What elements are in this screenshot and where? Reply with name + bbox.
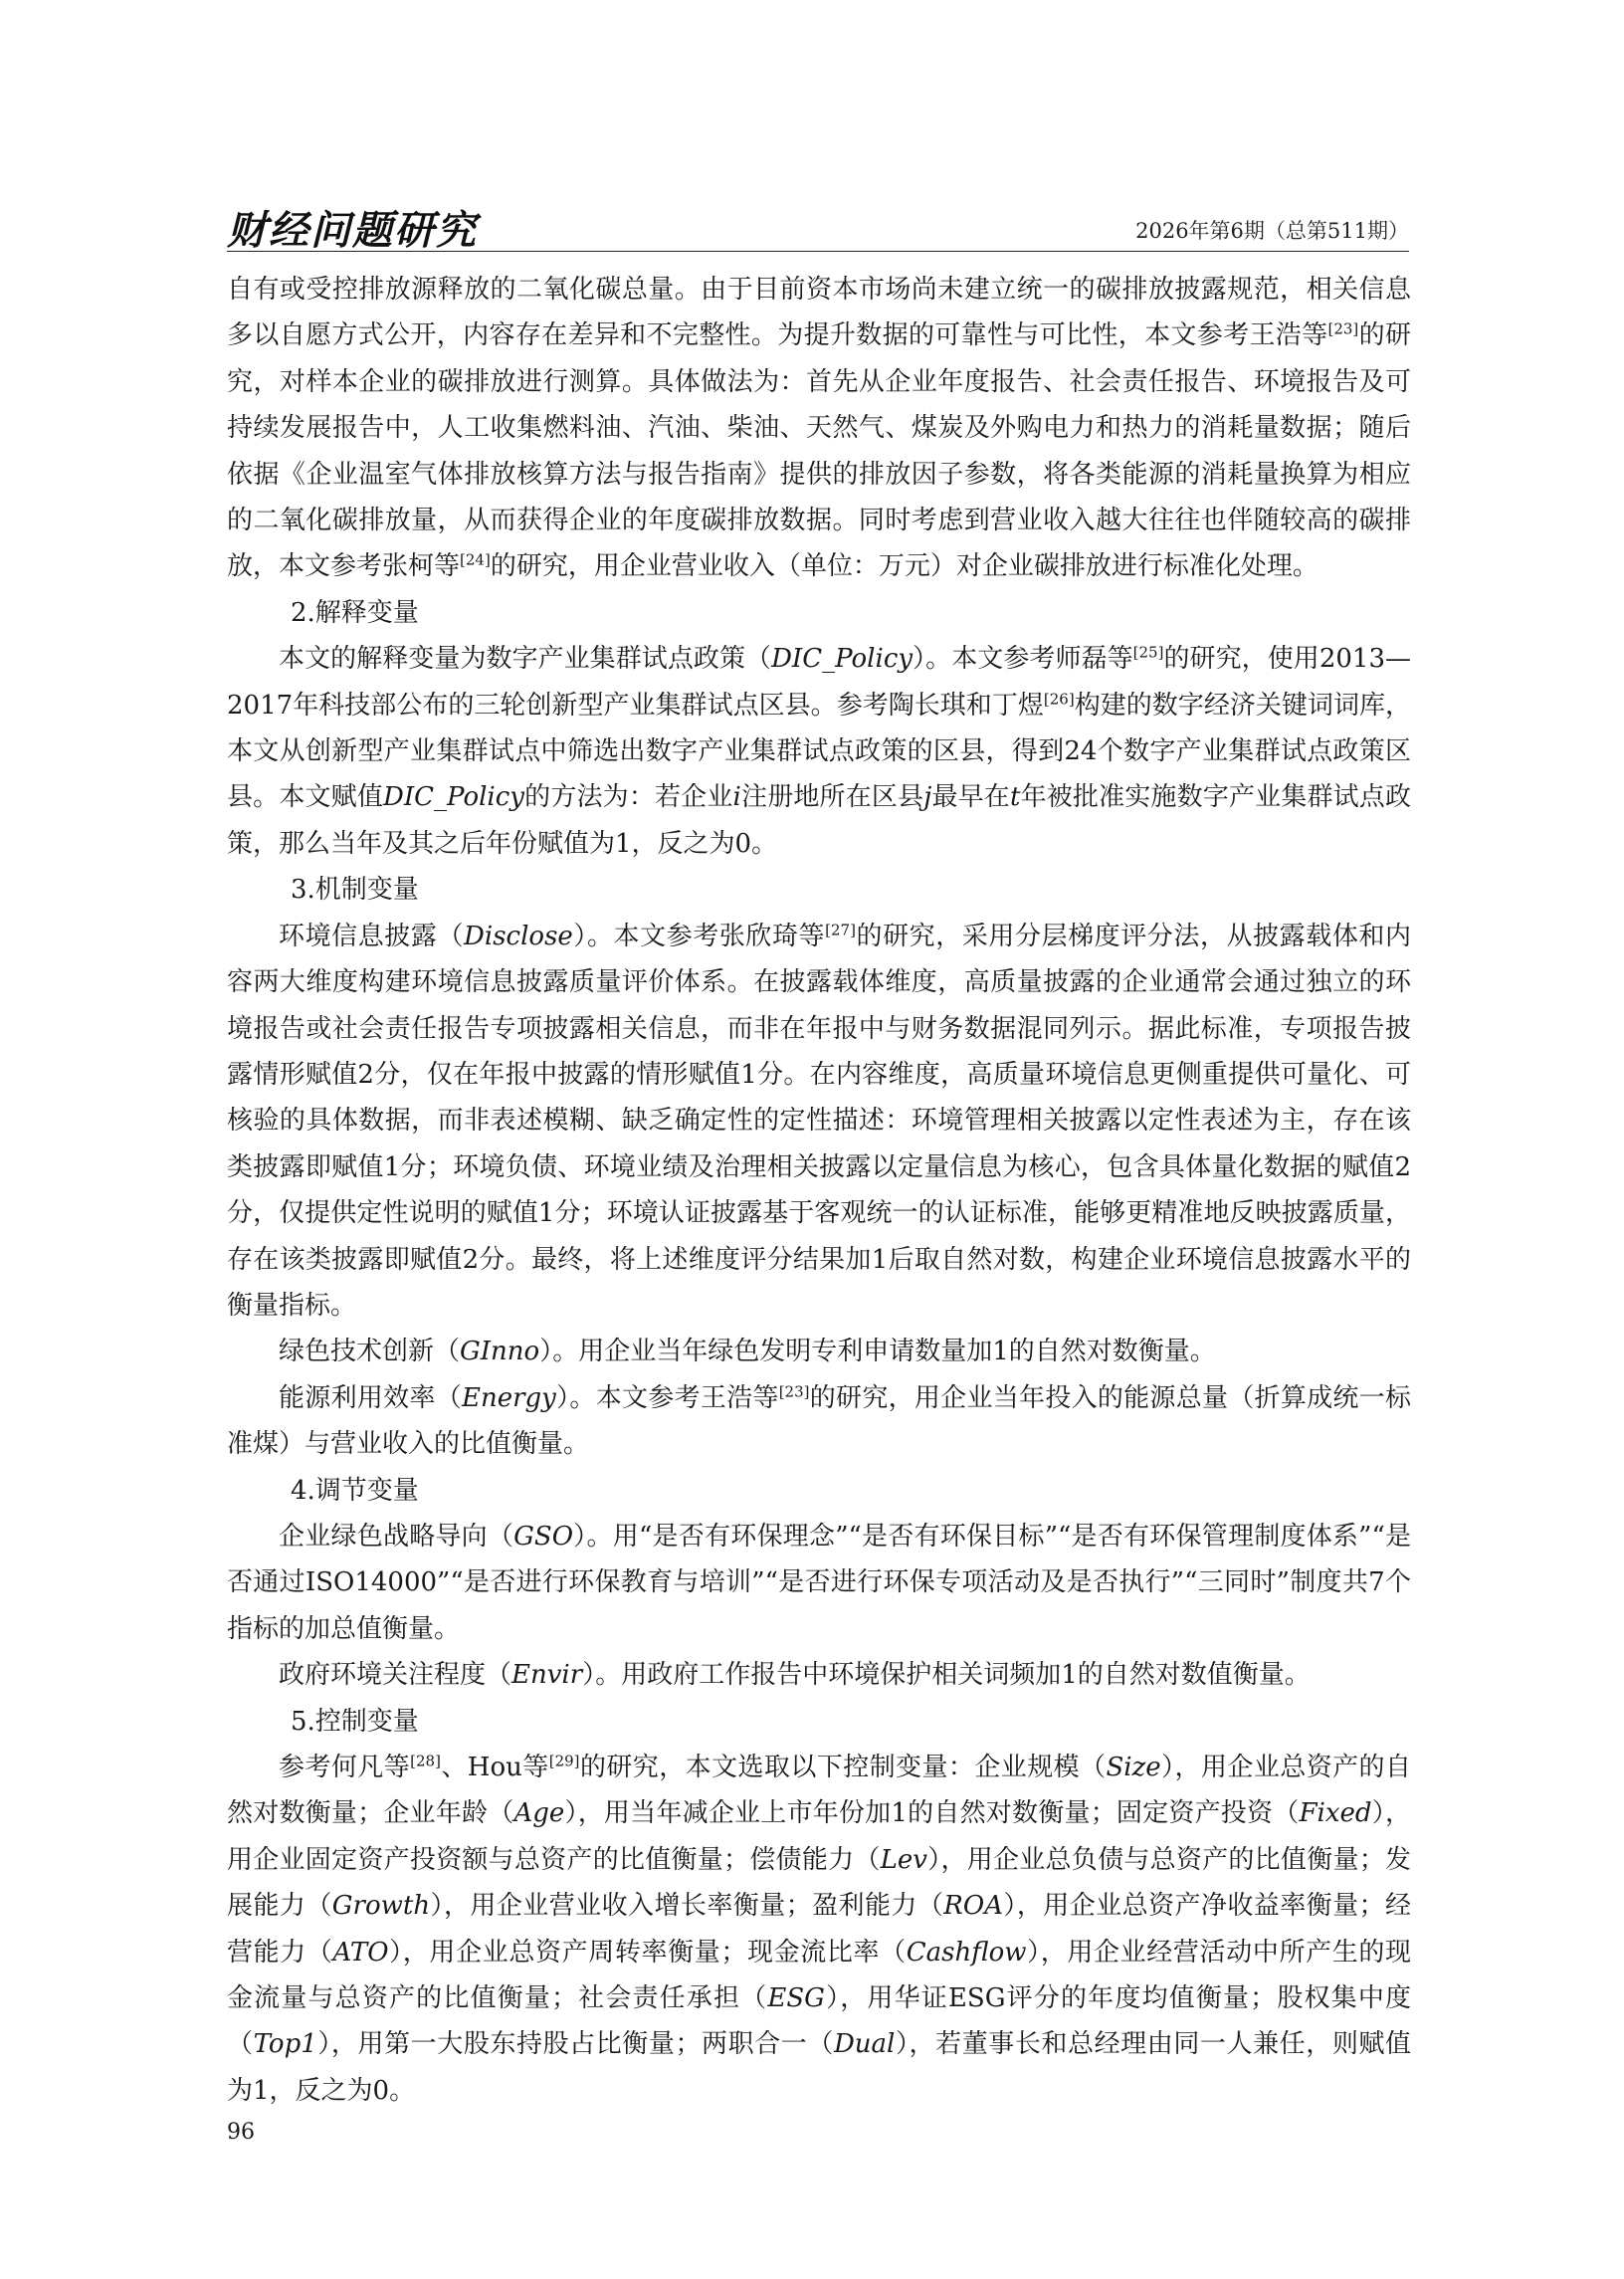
journal-logo: 财经问题研究 — [227, 207, 478, 254]
paragraph: 绿色技术创新（GInno）。用企业当年绿色发明专利申请数量加1的自然对数衡量。 — [279, 1337, 1216, 1367]
article-body — [227, 267, 1411, 2114]
paragraph: 企业绿色战略导向（GSO）。用“是否有环保理念”“是否有环保目标”“是否有环保管理制度体系”“是否通过ISO14000”“是否进行环保教育与培训”“是否进行环保专项活动及是否执行”“三同时”制度共7个指标的加总值衡量。 — [227, 1521, 1411, 1644]
citation: [26] — [1043, 690, 1075, 708]
section-heading: 2.解释变量 — [291, 597, 419, 628]
citation: [23] — [1327, 319, 1359, 338]
paragraph: 参考何凡等[28]、Hou等[29]的研究，本文选取以下控制变量：企业规模（Size），用企业总资产的自然对数衡量；企业年龄（Age），用当年减企业上市年份加1的自然对数衡量；固定资产投资（Fixed），用企业固定资产投资额与总资产的比值衡量；偿债能力（Lev），用企业总负债与总资产的比值衡量；发展能力（Growth），用企业营业收入增长率衡量；盈利能力（ROA），用企业总资产净收益率衡量；经营能力（ATO），用企业总资产周转率衡量；现金流比率（Cashflow），用企业经营活动中所产生的现金流量与总资产的比值衡量；社会责任承担（ESG），用华证ESG评分的年度均值衡量；股权集中度（Top1），用第一大股东持股占比衡量；两职合一（Dual），若董事长和总经理由同一人兼任，则赋值为1，反之为0。 — [227, 1752, 1411, 2106]
section-heading: 5.控制变量 — [291, 1706, 419, 1737]
paragraph: 政府环境关注程度（Envir）。用政府工作报告中环境保护相关词频加1的自然对数值衡量。 — [279, 1660, 1311, 1691]
paragraph: 本文的解释变量为数字产业集群试点政策（DIC_Policy）。本文参考师磊等[25]的研究，使用2013—2017年科技部公布的三轮创新型产业集群试点区县。参考陶长琪和丁煜[26]构建的数字经济关键词词库，本文从创新型产业集群试点中筛选出数字产业集群试点政策的区县，得到24个数字产业集群试点政策区县。本文赋值DIC_Policy的方法为：若企业i注册地所在区县j最早在t年被批准实施数字产业集群试点政策，那么当年及其之后年份赋值为1，反之为0。 — [227, 643, 1411, 859]
citation: [25] — [1132, 643, 1164, 662]
section-heading: 4.调节变量 — [291, 1475, 419, 1506]
citation: [27] — [825, 921, 856, 939]
paragraph: 能源利用效率（Energy）。本文参考王浩等[23]的研究，用企业当年投入的能源总量（折算成统一标准煤）与营业收入的比值衡量。 — [227, 1382, 1411, 1460]
issue-info: 2026年第6期（总第511期） — [1135, 219, 1409, 243]
citation: [23] — [778, 1382, 810, 1401]
citation: [24] — [460, 550, 491, 569]
citation: [28] — [410, 1752, 441, 1770]
paragraph: 环境信息披露（Disclose）。本文参考张欣琦等[27]的研究，采用分层梯度评分法，从披露载体和内容两大维度构建环境信息披露质量评价体系。在披露载体维度，高质量披露的企业通常会通过独立的环境报告或社会责任报告专项披露相关信息，而非在年报中与财务数据混同列示。据此标准，专项报告披露情形赋值2分，仅在年报中披露的情形赋值1分。在内容维度，高质量环境信息更侧重提供可量化、可核验的具体数据，而非表述模糊、缺乏确定性的定性描述：环境管理相关披露以定性表述为主，存在该类披露即赋值1分；环境负债、环境业绩及治理相关披露以定量信息为核心，包含具体量化数据的赋值2分，仅提供定性说明的赋值1分；环境认证披露基于客观统一的认证标准，能够更精准地反映披露质量，存在该类披露即赋值2分。最终，将上述维度评分结果加1后取自然对数，构建企业环境信息披露水平的衡量指标。 — [227, 921, 1411, 1321]
paragraph: 自有或受控排放源释放的二氧化碳总量。由于目前资本市场尚未建立统一的碳排放披露规范，相关信息多以自愿方式公开，内容存在差异和不完整性。为提升数据的可靠性与可比性，本文参考王浩等[23]的研究，对样本企业的碳排放进行测算。具体做法为：首先从企业年度报告、社会责任报告、环境报告及可持续发展报告中，人工收集燃料油、汽油、柴油、天然气、煤炭及外购电力和热力的消耗量数据；随后依据《企业温室气体排放核算方法与报告指南》提供的排放因子参数，将各类能源的消耗量换算为相应的二氧化碳排放量，从而获得企业的年度碳排放数据。同时考虑到营业收入越大往往也伴随较高的碳排放，本文参考张柯等[24]的研究，用企业营业收入（单位：万元）对企业碳排放进行标准化处理。 — [227, 275, 1411, 582]
citation: [29] — [548, 1752, 580, 1770]
section-heading: 3.机制变量 — [291, 875, 419, 906]
page-header — [227, 199, 1409, 252]
page-number: 96 — [227, 2120, 255, 2145]
